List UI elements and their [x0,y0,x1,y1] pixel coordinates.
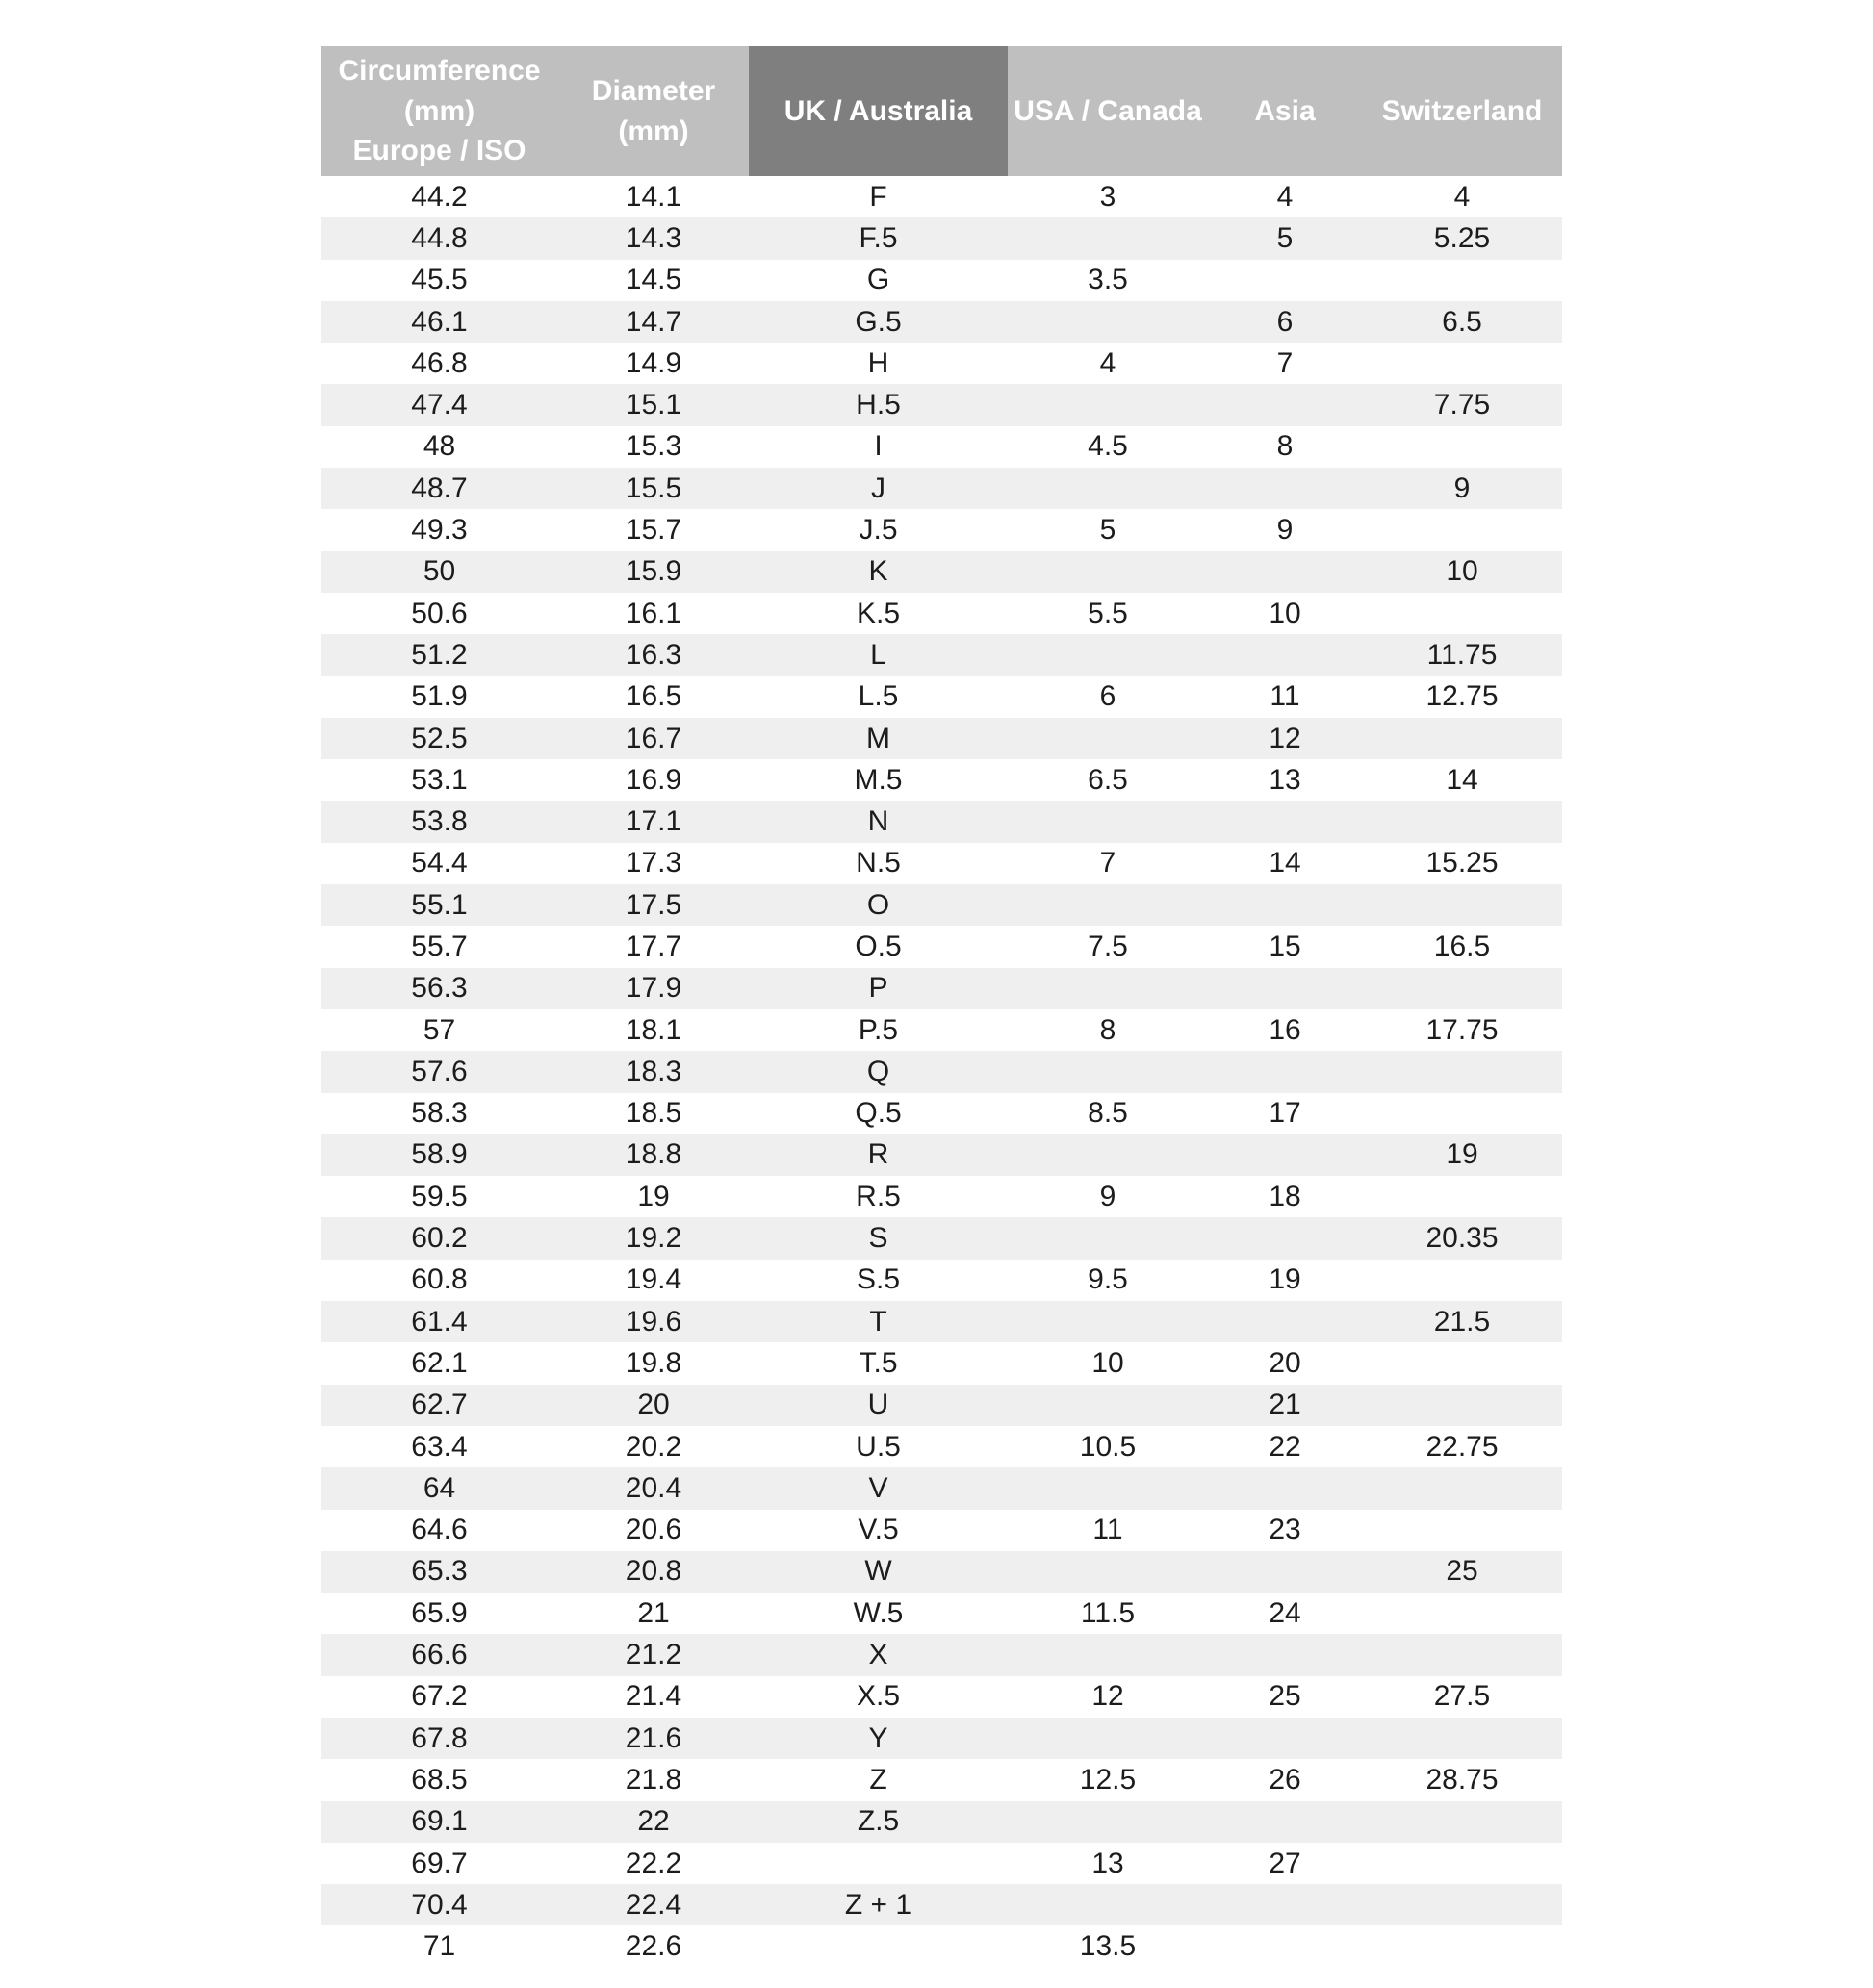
table-cell-diameter: 14.1 [625,180,682,213]
table-cell-usa-canada: 7 [1099,847,1116,879]
table-row [321,884,1562,926]
table-cell-uk-australia: J [871,472,885,504]
table-cell-asia: 19 [1269,1263,1301,1296]
table-row [321,1342,1562,1384]
table-cell-switzerland: 7.75 [1433,389,1491,421]
table-cell-diameter: 14.5 [625,264,682,296]
table-cell-uk-australia: L [870,638,886,671]
table-row [321,968,1562,1009]
table-cell-uk-australia: F [869,180,887,213]
table-row [321,1718,1562,1759]
table-cell-circumference: 62.1 [411,1346,468,1379]
table-cell-diameter: 16.3 [625,638,682,671]
table-cell-switzerland: 5.25 [1433,221,1491,254]
table-row [321,718,1562,759]
table-cell-asia: 24 [1269,1596,1301,1629]
table-cell-circumference: 65.9 [411,1596,468,1629]
table-cell-uk-australia: V [868,1471,888,1504]
table-cell-uk-australia: H [867,346,889,379]
table-cell-circumference: 57 [423,1013,456,1046]
table-cell-circumference: 56.3 [411,972,468,1005]
table-row [321,509,1562,550]
table-cell-usa-canada: 11.5 [1080,1596,1136,1629]
table-cell-usa-canada: 9 [1099,1180,1116,1212]
table-header-row [321,46,1562,176]
table-row [321,676,1562,718]
table-cell-uk-australia: Q.5 [855,1097,902,1130]
table-cell-diameter: 17.1 [625,805,682,838]
table-cell-diameter: 21.6 [625,1721,682,1754]
table-row [321,1801,1562,1843]
table-cell-uk-australia: T.5 [859,1346,898,1379]
table-cell-usa-canada: 5 [1099,514,1116,547]
table-row [321,926,1562,967]
table-cell-uk-australia: R.5 [856,1180,901,1212]
table-cell-diameter: 21.4 [625,1680,682,1713]
table-cell-diameter: 19.8 [625,1346,682,1379]
table-cell-diameter: 14.7 [625,305,682,338]
table-cell-switzerland: 28.75 [1425,1763,1499,1796]
table-cell-circumference: 44.8 [411,221,468,254]
table-cell-asia: 26 [1269,1763,1301,1796]
table-cell-usa-canada: 12 [1091,1680,1124,1713]
table-row [321,1093,1562,1134]
table-cell-asia: 9 [1276,514,1294,547]
table-cell-asia: 4 [1276,180,1294,213]
column-header-line: Asia [1254,94,1316,127]
table-cell-usa-canada: 13 [1091,1847,1124,1879]
table-cell-circumference: 67.2 [411,1680,468,1713]
table-row [321,551,1562,593]
table-cell-switzerland: 27.5 [1433,1680,1491,1713]
table-cell-uk-australia: H.5 [856,389,901,421]
column-header-line: (mm) [403,94,475,127]
table-cell-asia: 8 [1276,430,1294,463]
table-cell-usa-canada: 12.5 [1079,1763,1137,1796]
table-cell-circumference: 64.6 [411,1514,468,1546]
table-cell-uk-australia: X.5 [856,1680,901,1713]
table-cell-asia: 12 [1269,722,1301,754]
table-cell-asia: 16 [1269,1013,1301,1046]
table-cell-uk-australia: R [867,1138,889,1171]
table-cell-usa-canada: 6 [1099,680,1116,713]
table-cell-asia: 22 [1269,1430,1301,1463]
table-cell-uk-australia: F.5 [859,221,898,254]
table-cell-circumference: 53.8 [411,805,468,838]
column-header-line: (mm) [618,115,689,147]
column-header-switzerland [1362,46,1562,176]
table-cell-circumference: 44.2 [411,180,468,213]
table-row [321,801,1562,842]
table-cell-circumference: 60.2 [411,1222,468,1255]
table-cell-asia: 25 [1269,1680,1301,1713]
table-row [321,343,1562,384]
table-cell-uk-australia: Z.5 [857,1805,900,1838]
table-cell-circumference: 69.7 [411,1847,468,1879]
table-cell-uk-australia: U [867,1389,889,1421]
table-cell-uk-australia: S.5 [856,1263,901,1296]
table-row [321,843,1562,884]
table-cell-uk-australia: I [874,430,883,463]
table-cell-switzerland: 22.75 [1425,1430,1499,1463]
table-row [321,593,1562,634]
table-cell-diameter: 17.9 [625,972,682,1005]
table-cell-circumference: 67.8 [411,1721,468,1754]
table-row [321,384,1562,425]
table-cell-usa-canada: 10 [1091,1346,1124,1379]
table-cell-uk-australia: V.5 [858,1514,899,1546]
table-row [321,759,1562,801]
table-cell-switzerland: 12.75 [1425,680,1499,713]
table-cell-circumference: 55.7 [411,930,468,962]
table-cell-uk-australia: P [868,972,888,1005]
table-cell-usa-canada: 9.5 [1088,1263,1128,1296]
table-cell-circumference: 69.1 [411,1805,468,1838]
table-cell-asia: 23 [1269,1514,1301,1546]
table-row [321,1593,1562,1634]
table-cell-circumference: 60.8 [411,1263,468,1296]
column-header-diameter [558,46,749,176]
table-cell-asia: 21 [1269,1389,1301,1421]
table-cell-uk-australia: Y [868,1721,888,1754]
table-cell-diameter: 20.8 [625,1555,682,1588]
table-cell-switzerland: 10 [1446,555,1478,588]
table-cell-circumference: 57.6 [411,1055,468,1087]
table-cell-switzerland: 19 [1446,1138,1478,1171]
table-cell-diameter: 17.5 [625,888,682,921]
table-cell-circumference: 49.3 [411,514,468,547]
table-row [321,1426,1562,1467]
table-cell-circumference: 62.7 [411,1389,468,1421]
table-cell-circumference: 47.4 [411,389,468,421]
table-cell-usa-canada: 10.5 [1079,1430,1137,1463]
table-cell-switzerland: 14 [1446,763,1478,796]
table-cell-diameter: 18.1 [625,1013,682,1046]
table-cell-asia: 20 [1269,1346,1301,1379]
table-cell-diameter: 16.7 [625,722,682,754]
table-cell-diameter: 19.6 [625,1305,682,1338]
table-cell-uk-australia: G [866,264,890,296]
table-cell-diameter: 16.1 [625,597,682,629]
table-row [321,1884,1562,1925]
table-cell-diameter: 15.3 [625,430,682,463]
column-header-line: USA / Canada [1013,94,1202,127]
column-header-usa-canada [1008,46,1208,176]
table-cell-switzerland: 9 [1453,472,1471,504]
table-cell-circumference: 51.2 [411,638,468,671]
table-cell-uk-australia: X [868,1639,888,1671]
table-cell-diameter: 21 [637,1596,670,1629]
table-cell-switzerland: 11.75 [1426,638,1498,671]
table-cell-diameter: 22.2 [625,1847,682,1879]
table-cell-usa-canada: 7.5 [1088,930,1128,962]
table-cell-diameter: 15.5 [625,472,682,504]
table-cell-diameter: 15.7 [625,514,682,547]
table-cell-diameter: 18.5 [625,1097,682,1130]
table-cell-diameter: 20.4 [625,1471,682,1504]
table-cell-diameter: 18.8 [625,1138,682,1171]
table-cell-diameter: 21.2 [625,1639,682,1671]
table-cell-uk-australia: G.5 [855,305,902,338]
table-cell-uk-australia: P.5 [858,1013,899,1046]
table-cell-switzerland: 17.75 [1425,1013,1499,1046]
table-cell-usa-canada: 8.5 [1088,1097,1128,1130]
table-row [321,1510,1562,1551]
table-row [321,1634,1562,1675]
table-row [321,176,1562,217]
column-header-line: Circumference [338,55,541,88]
table-cell-uk-australia: N.5 [856,847,901,879]
table-cell-uk-australia: Q [866,1055,890,1087]
table-row [321,260,1562,301]
table-cell-circumference: 59.5 [411,1180,468,1212]
table-cell-usa-canada: 6.5 [1088,763,1128,796]
table-cell-circumference: 53.1 [411,763,468,796]
table-row [321,1217,1562,1259]
table-cell-diameter: 20 [637,1389,670,1421]
table-cell-uk-australia: W [864,1555,892,1588]
table-cell-circumference: 58.9 [411,1138,468,1171]
table-cell-usa-canada: 5.5 [1088,597,1128,629]
table-cell-circumference: 64 [423,1471,456,1504]
table-cell-diameter: 20.2 [625,1430,682,1463]
table-cell-circumference: 46.1 [411,305,468,338]
table-cell-circumference: 48.7 [411,472,468,504]
table-cell-diameter: 19.2 [625,1222,682,1255]
table-row [321,1843,1562,1884]
table-row [321,468,1562,509]
table-cell-circumference: 54.4 [411,847,468,879]
table-cell-circumference: 66.6 [411,1639,468,1671]
table-cell-uk-australia: S [868,1222,888,1255]
table-row [321,634,1562,675]
table-row [321,1467,1562,1509]
table-cell-usa-canada: 3.5 [1088,264,1128,296]
table-cell-usa-canada: 4 [1099,346,1116,379]
table-cell-uk-australia: M [866,722,890,754]
table-row [321,1676,1562,1718]
table-cell-uk-australia: O.5 [855,930,902,962]
column-header-asia [1208,46,1362,176]
table-cell-usa-canada: 13.5 [1079,1930,1137,1963]
table-row [321,1009,1562,1051]
table-cell-asia: 14 [1269,847,1301,879]
table-cell-asia: 11 [1270,680,1300,713]
table-cell-diameter: 14.3 [625,221,682,254]
table-cell-switzerland: 25 [1446,1555,1478,1588]
table-cell-circumference: 61.4 [411,1305,468,1338]
table-cell-circumference: 45.5 [411,264,468,296]
table-cell-usa-canada: 8 [1099,1013,1116,1046]
table-cell-uk-australia: J.5 [859,514,898,547]
table-row [321,1385,1562,1426]
table-cell-uk-australia: L.5 [858,680,899,713]
table-cell-asia: 13 [1269,763,1301,796]
table-cell-asia: 5 [1276,221,1294,254]
table-cell-switzerland: 15.25 [1425,847,1499,879]
table-cell-circumference: 63.4 [411,1430,468,1463]
table-body [321,176,1562,1968]
table-row [321,1551,1562,1593]
table-cell-switzerland: 4 [1453,180,1471,213]
table-row [321,301,1562,343]
table-cell-diameter: 16.5 [625,680,682,713]
column-header-line: UK / Australia [783,94,973,127]
table-cell-diameter: 22.6 [625,1930,682,1963]
table-cell-diameter: 22.4 [625,1888,682,1921]
table-cell-asia: 6 [1276,305,1294,338]
table-cell-switzerland: 20.35 [1425,1222,1499,1255]
table-cell-uk-australia: M.5 [854,763,903,796]
table-cell-circumference: 48 [423,430,456,463]
table-cell-usa-canada: 3 [1099,180,1116,213]
table-cell-uk-australia: Z [869,1763,887,1796]
table-cell-uk-australia: N [867,805,889,838]
table-cell-diameter: 14.9 [625,346,682,379]
ring-size-conversion-table [321,46,1562,1968]
table-cell-asia: 18 [1269,1180,1301,1212]
table-cell-diameter: 22 [637,1805,670,1838]
table-cell-diameter: 15.9 [625,555,682,588]
table-cell-uk-australia: W.5 [853,1596,904,1629]
table-cell-circumference: 70.4 [411,1888,468,1921]
table-cell-diameter: 17.7 [625,930,682,962]
table-cell-uk-australia: U.5 [856,1430,901,1463]
table-cell-uk-australia: Z + 1 [844,1888,912,1921]
table-cell-diameter: 20.6 [625,1514,682,1546]
table-cell-diameter: 19 [637,1180,670,1212]
column-header-line: Europe / ISO [352,135,526,167]
table-cell-asia: 15 [1269,930,1301,962]
table-cell-circumference: 68.5 [411,1763,468,1796]
column-header-uk-australia [749,46,1008,176]
column-header-circumference [321,46,558,176]
column-header-line: Switzerland [1381,94,1543,127]
table-cell-diameter: 21.8 [625,1763,682,1796]
table-cell-usa-canada: 4.5 [1088,430,1128,463]
table-cell-circumference: 55.1 [411,888,468,921]
column-header-line: Diameter [591,75,716,108]
table-cell-circumference: 52.5 [411,722,468,754]
table-cell-circumference: 58.3 [411,1097,468,1130]
table-cell-diameter: 19.4 [625,1263,682,1296]
table-cell-circumference: 65.3 [411,1555,468,1588]
table-cell-switzerland: 16.5 [1433,930,1491,962]
table-cell-diameter: 15.1 [625,389,682,421]
table-cell-switzerland: 21.5 [1433,1305,1491,1338]
table-cell-circumference: 50 [423,555,456,588]
table-cell-asia: 17 [1269,1097,1301,1130]
table-cell-uk-australia: T [869,1305,887,1338]
table-cell-circumference: 46.8 [411,346,468,379]
table-cell-circumference: 50.6 [411,597,468,629]
table-row [321,1925,1562,1967]
table-cell-diameter: 16.9 [625,763,682,796]
table-cell-diameter: 18.3 [625,1055,682,1087]
table-cell-uk-australia: K.5 [856,597,901,629]
table-row [321,217,1562,259]
table-cell-asia: 7 [1276,346,1294,379]
table-row [321,1134,1562,1176]
table-cell-circumference: 71 [423,1930,456,1963]
table-cell-asia: 27 [1269,1847,1301,1879]
table-cell-uk-australia: K [868,555,888,588]
table-row [321,1301,1562,1342]
table-cell-switzerland: 6.5 [1442,305,1482,338]
table-row [321,1759,1562,1800]
table-row [321,426,1562,468]
table-cell-diameter: 17.3 [625,847,682,879]
table-row [321,1176,1562,1217]
table-cell-asia: 10 [1269,597,1301,629]
table-cell-circumference: 51.9 [411,680,468,713]
table-row [321,1051,1562,1092]
table-row [321,1260,1562,1301]
table-cell-usa-canada: 11 [1092,1514,1123,1546]
table-cell-uk-australia: O [866,888,890,921]
